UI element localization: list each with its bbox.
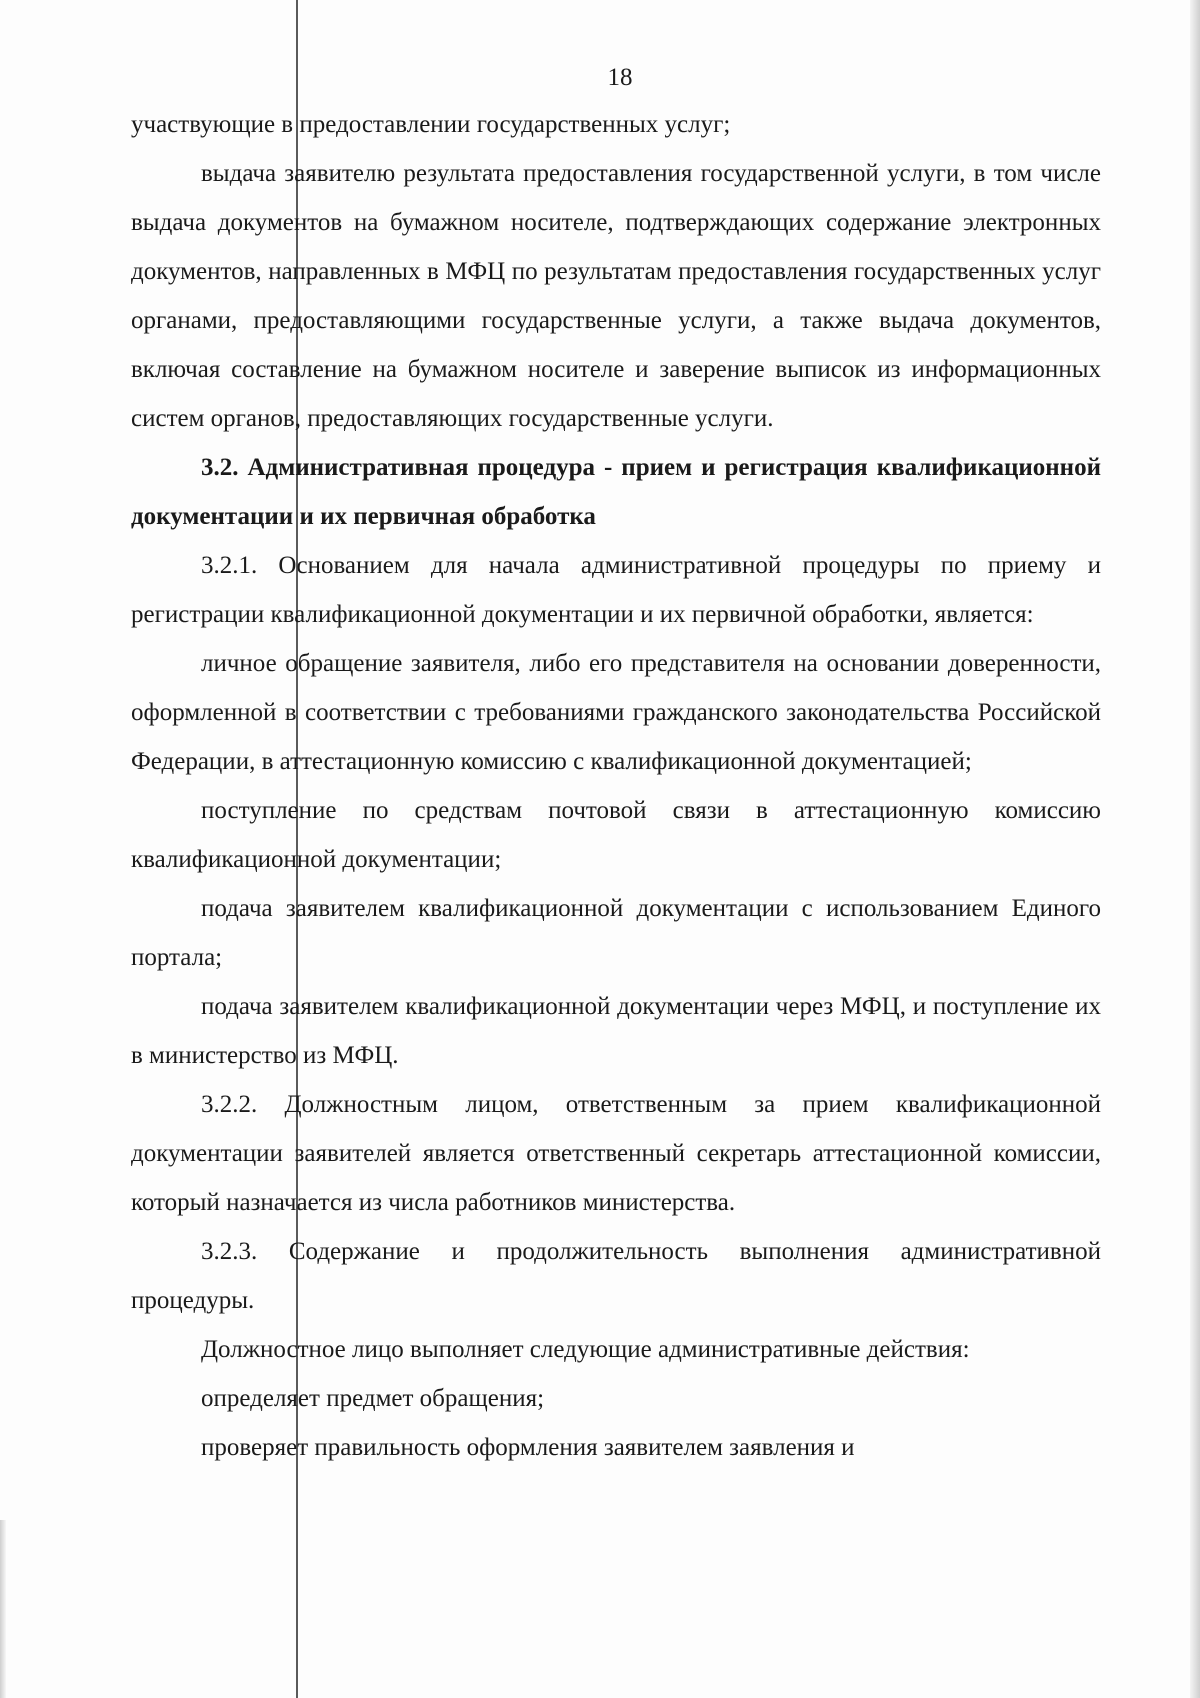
- paragraph-3-2-1: 3.2.1. Основанием для начала административной процедуры по приему и регистрации квалификационной документации и их первичной обработки, является:: [131, 552, 1101, 628]
- paragraph-personal-appeal: личное обращение заявителя, либо его представителя на основании доверенности, оформленной в соответствии с требованиями гражданского законодательства Российской Федерации, в аттестационную комиссию с квалификационной документацией;: [131, 650, 1101, 775]
- paragraph-mfc-submission: подача заявителем квалификационной документации через МФЦ, и поступление их в министерство из МФЦ.: [131, 993, 1101, 1069]
- document-body: [131, 100, 1101, 1472]
- paragraph-2: выдача заявителю результата предоставления государственной услуги, в том числе выдача документов на бумажном носителе, подтверждающих содержание электронных документов, направленных в МФЦ по результатам предоставления государственных услуг органами, предоставляющими государственные услуги, а также выдача документов, включая составление на бумажном носителе и заверение выписок из информационных систем органов, предоставляющих государственные услуги.: [131, 160, 1101, 432]
- paragraph-official-actions: Должностное лицо выполняет следующие административные действия:: [201, 1336, 970, 1363]
- page-number: 18: [607, 64, 633, 91]
- paragraph-3-2-3: 3.2.3. Содержание и продолжительность выполнения административной процедуры.: [131, 1238, 1101, 1314]
- paragraph-determines-subject: определяет предмет обращения;: [201, 1385, 545, 1412]
- section-heading-3-2: 3.2. Административная процедура - прием и регистрация квалификационной документации и их первичная обработка: [131, 454, 1101, 530]
- paragraph-portal-submission: подача заявителем квалификационной документации с использованием Единого портала;: [131, 895, 1101, 971]
- paragraph-checks-correctness: проверяет правильность оформления заявителем заявления и: [201, 1434, 855, 1461]
- paragraph-3-2-2: 3.2.2. Должностным лицом, ответственным за прием квалификационной документации заявителей является ответственный секретарь аттестационной комиссии, который назначается из числа работников министерства.: [131, 1091, 1101, 1216]
- scan-edge-shadow: [1190, 0, 1200, 1698]
- paragraph-postal-receipt: поступление по средствам почтовой связи в аттестационную комиссию квалификационной документации;: [131, 797, 1101, 873]
- paragraph-1: участвующие в предоставлении государственных услуг;: [131, 111, 731, 138]
- scan-edge-shadow-left: [0, 1520, 6, 1698]
